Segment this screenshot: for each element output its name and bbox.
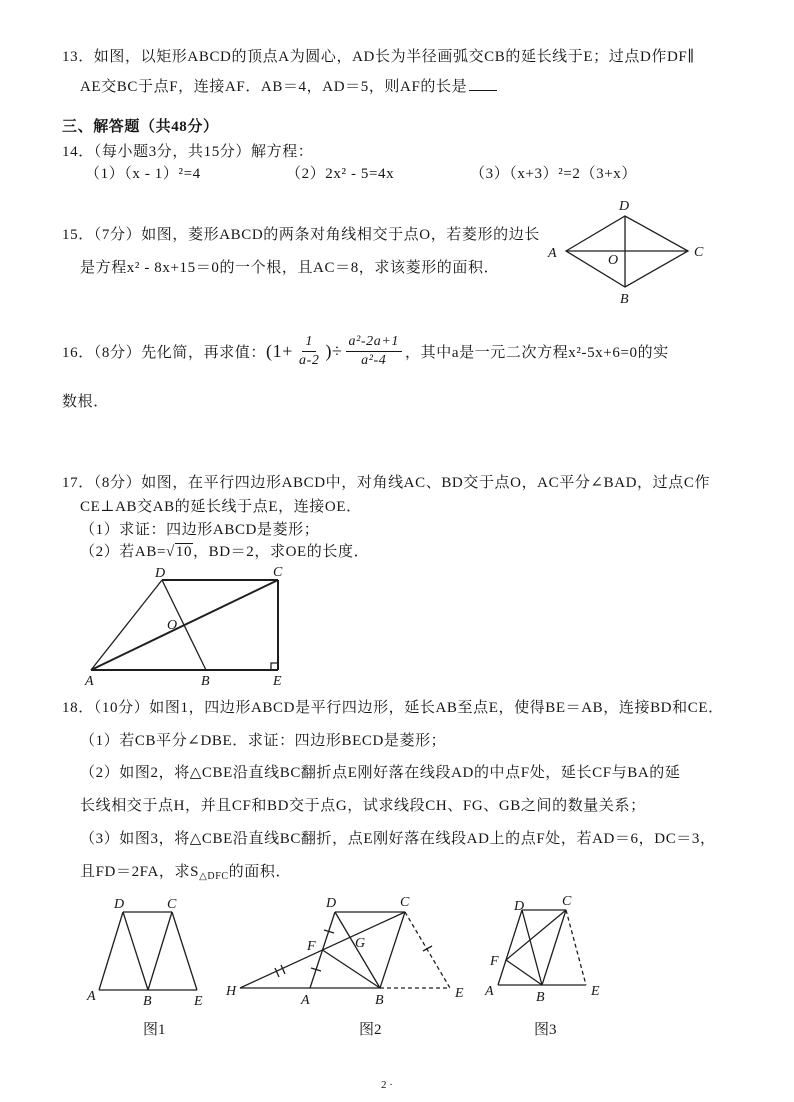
label-d: D bbox=[326, 896, 337, 911]
q18-figure-2 bbox=[225, 895, 464, 1008]
q18-line-1: 18．（10分）如图1，四边形ABCD是平行四边形，延长AB至点E，使得BE＝AB，连接BD和CE． bbox=[62, 700, 724, 716]
q18-part-2-line-1: （2）如图2，将△CBE沿直线BC翻折点E刚好落在线段AD的中点F处，延长CF与BA的延 bbox=[80, 765, 681, 781]
q13-line-2-text: AE交BC于点F，连接AF．AB＝4，AD＝5，则AF的长是 bbox=[80, 79, 468, 95]
label-a: A bbox=[85, 674, 94, 689]
q18-part-3-line-1: （3）如图3，将△CBE沿直线BC翻折，点E刚好落在线段AD上的点F处，若AD＝6，DC＝3， bbox=[80, 831, 716, 847]
q17-part-2-suffix: ，BD＝2，求OE的长度． bbox=[193, 544, 370, 560]
section-title: 三、解答题（共48分） bbox=[62, 119, 219, 135]
label-o: O bbox=[167, 618, 178, 633]
label-f: F bbox=[307, 939, 316, 954]
q17-part-1: （1）求证：四边形ABCD是菱形； bbox=[80, 522, 320, 538]
q16-line-2: 数根． bbox=[62, 394, 109, 410]
side-bc bbox=[148, 912, 172, 990]
q18-part-1: （1）若CB平分∠DBE．求证：四边形BECD是菱形； bbox=[80, 733, 447, 749]
side-cb bbox=[380, 912, 405, 988]
q18-part-3-suffix: 的面积． bbox=[228, 864, 292, 880]
q14-stem: 14．（每小题3分，共15分）解方程： bbox=[62, 144, 314, 160]
area-subscript: △DFC bbox=[199, 871, 229, 882]
segment-cf bbox=[506, 910, 566, 960]
side-ad bbox=[99, 912, 123, 990]
label-b: B bbox=[375, 993, 384, 1008]
label-a: A bbox=[485, 984, 494, 999]
label-b: B bbox=[620, 292, 629, 307]
label-b: B bbox=[201, 674, 210, 689]
label-b: B bbox=[143, 994, 152, 1009]
figure-2-caption: 图2 bbox=[359, 1022, 382, 1038]
q17-line-2: CE⊥AB交AB的延长线于点E，连接OE． bbox=[80, 499, 362, 515]
q14-part-2: （2）2x² - 5=4x bbox=[286, 166, 395, 182]
q16-intro: 16．（8分）先化简，再求值： bbox=[62, 344, 267, 361]
q16-fraction-2 bbox=[346, 333, 403, 370]
q16-fraction-1 bbox=[296, 333, 322, 370]
label-f: F bbox=[490, 954, 499, 969]
q18-figure-3 bbox=[484, 894, 600, 1005]
label-b: B bbox=[536, 990, 545, 1005]
segment-ce-dashed bbox=[405, 912, 450, 988]
fraction-2-numerator: a²-2a+1 bbox=[346, 333, 403, 352]
label-d: D bbox=[114, 897, 125, 912]
label-o: O bbox=[608, 253, 619, 268]
side-cb bbox=[542, 910, 566, 985]
label-c: C bbox=[273, 565, 283, 580]
label-c: C bbox=[167, 897, 177, 912]
q18-part-3-prefix: 且FD＝2FA，求 bbox=[80, 864, 191, 880]
q13-line-1: 13．如图，以矩形ABCD的顶点A为圆心，AD长为半径画弧交CB的延长线于E；过点D作DF∥ bbox=[62, 49, 695, 65]
label-c: C bbox=[400, 895, 410, 910]
side-ad bbox=[91, 580, 162, 670]
figure-3-caption: 图3 bbox=[534, 1022, 557, 1038]
q13-line-2 bbox=[80, 75, 497, 97]
q15-rhombus-figure bbox=[547, 199, 704, 307]
q18-part-2-line-2: 长线相交于点H，并且CF和BD交于点G，试求线段CH、FG、GB之间的数量关系； bbox=[80, 798, 646, 814]
label-e: E bbox=[194, 994, 203, 1009]
answer-blank bbox=[469, 75, 497, 91]
radicand: 10 bbox=[175, 544, 193, 560]
label-a: A bbox=[301, 993, 310, 1008]
q17-part-2-prefix: （2）若AB= bbox=[80, 544, 166, 560]
q17-parallelogram-figure bbox=[84, 565, 283, 689]
label-g: G bbox=[355, 936, 366, 951]
q16-tail: ，其中a是一元二次方程x²-5x+6=0的实 bbox=[405, 344, 669, 361]
q14-part-1: （1）（x - 1）²=4 bbox=[85, 166, 201, 182]
segment-ce bbox=[172, 912, 197, 990]
segment-ce-dashed bbox=[566, 910, 586, 985]
label-h: H bbox=[226, 984, 237, 999]
label-e: E bbox=[273, 674, 282, 689]
label-d: D bbox=[619, 199, 630, 214]
q15-line-1: 15．（7分）如图，菱形ABCD的两条对角线相交于点O，若菱形的边长 bbox=[62, 227, 540, 243]
q18-part-3-line-2 bbox=[80, 862, 291, 887]
label-e: E bbox=[455, 986, 464, 1001]
area-symbol: S bbox=[190, 864, 200, 880]
label-c: C bbox=[562, 894, 572, 909]
label-d: D bbox=[155, 566, 166, 581]
side-ad bbox=[498, 910, 522, 985]
radical-sign: √ bbox=[166, 544, 175, 560]
q18-figure-1 bbox=[86, 897, 203, 1009]
tick-hf-1 bbox=[275, 968, 279, 977]
label-a: A bbox=[87, 989, 96, 1004]
label-a: A bbox=[548, 246, 557, 261]
q14-part-3: （3）（x+3）²=2（3+x） bbox=[470, 166, 637, 182]
fraction-1-denominator: a-2 bbox=[298, 352, 320, 368]
segment-fb bbox=[323, 950, 381, 988]
page-number: 2 · bbox=[381, 1079, 393, 1091]
label-d: D bbox=[514, 899, 525, 914]
right-angle-mark bbox=[271, 663, 278, 670]
fraction-1-numerator: 1 bbox=[302, 333, 316, 352]
q16-line-1 bbox=[62, 330, 669, 372]
figure-1-caption: 图1 bbox=[143, 1022, 166, 1038]
q17-line-1: 17．（8分）如图，在平行四边形ABCD中，对角线AC、BD交于点O，AC平分∠BAD，过点C作 bbox=[62, 475, 711, 491]
q17-part-2 bbox=[80, 542, 369, 562]
label-c: C bbox=[694, 245, 704, 260]
q15-line-2: 是方程x² - 8x+15＝0的一个根，且AC＝8，求该菱形的面积． bbox=[80, 260, 500, 276]
q16-open-paren: (1+ bbox=[266, 340, 293, 361]
fraction-2-denominator: a²-4 bbox=[361, 352, 387, 368]
label-e: E bbox=[591, 984, 600, 999]
q16-close-divide: )÷ bbox=[325, 340, 343, 361]
segment-db bbox=[123, 912, 148, 990]
